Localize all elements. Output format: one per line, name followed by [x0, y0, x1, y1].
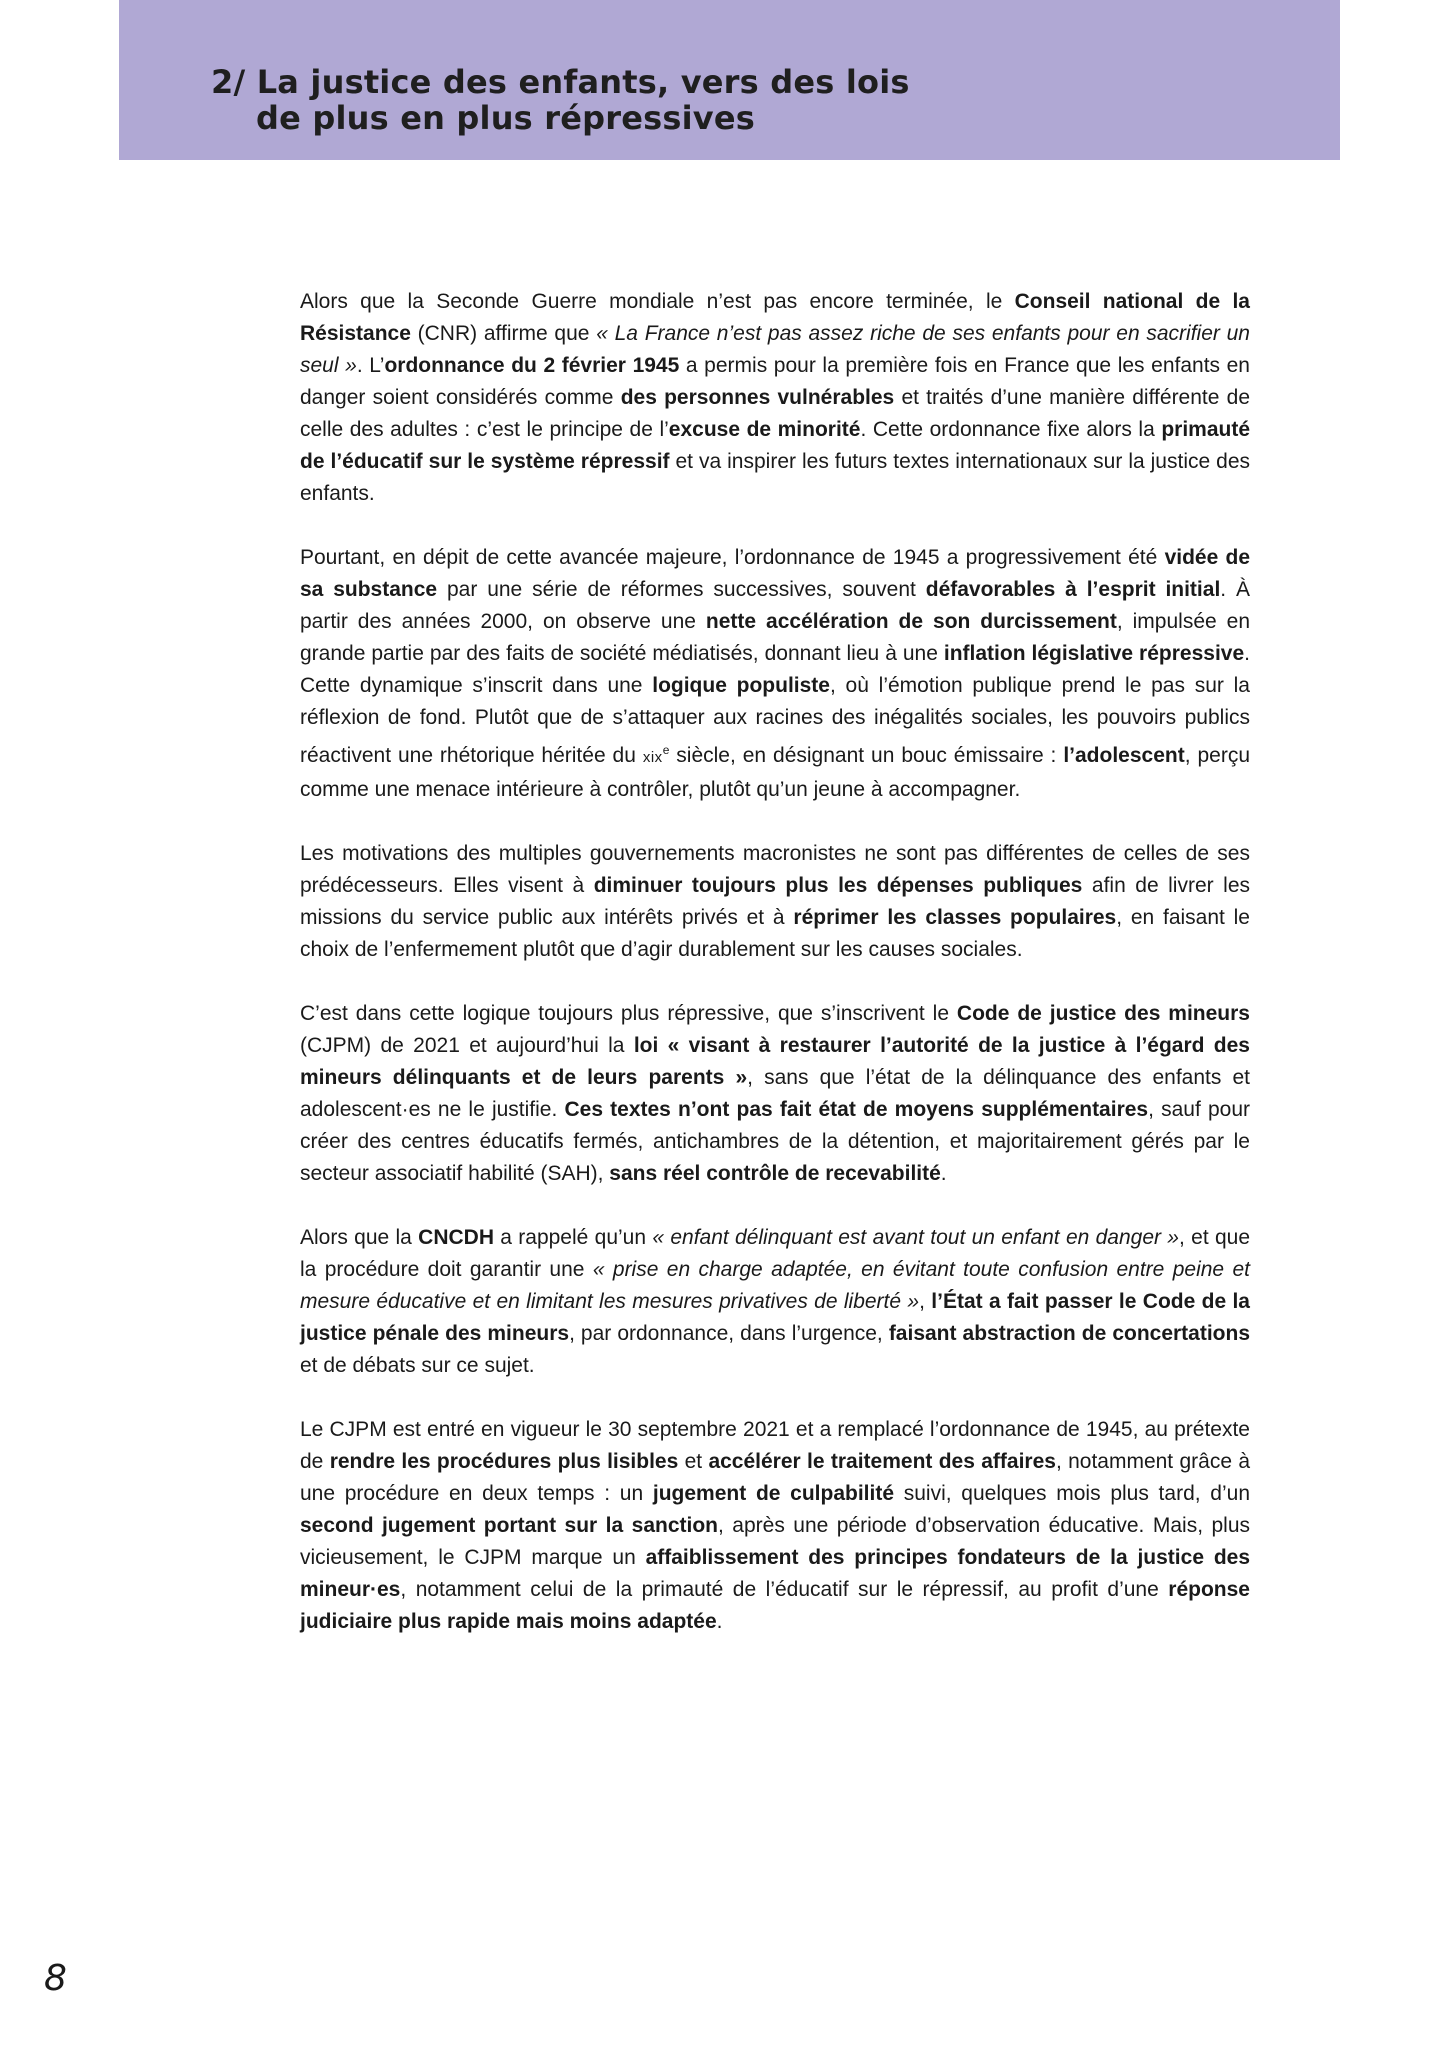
text-run: et va inspirer les futurs textes internationaux sur la justice des enfants.: [300, 450, 1250, 505]
text-run: . Cette dynamique s’inscrit dans une: [300, 642, 1250, 697]
paragraph: [300, 1222, 1250, 1382]
text-run: (CNR) affirme que: [410, 322, 597, 345]
text-run: siècle, en désignant un bouc émissaire :: [669, 744, 1064, 767]
emphasis-bold: l’adolescent: [1063, 744, 1185, 767]
section-title: [211, 64, 910, 136]
text-run: Alors que la Seconde Guerre mondiale n’est pas encore terminée, le: [300, 290, 1015, 313]
text-run: , sauf pour créer des centres éducatifs fermés, antichambres de la détention, et majoritairement gérés par le secteur associatif habilité (SAH),: [300, 1098, 1250, 1185]
text-run: . Cette ordonnance fixe alors la: [860, 418, 1162, 441]
text-run: , et que la procédure doit garantir une: [300, 1226, 1251, 1281]
text-run: a permis pour la première fois en France que les enfants en danger soient considérés comme: [300, 354, 1250, 409]
text-run: Les motivations des multiples gouvernements macronistes ne sont pas différentes de celles de ses prédécesseurs. Elles visent à: [300, 842, 1250, 897]
emphasis-bold: loi « visant à restaurer l’autorité de la justice à l’égard des mineurs délinquants et de leurs parents »: [300, 1034, 1250, 1089]
text-run: , notamment grâce à une procédure en deux temps : un: [300, 1450, 1250, 1505]
emphasis-bold: inflation législative répressive: [943, 642, 1245, 665]
text-run: par une série de réformes successives, souvent: [437, 578, 926, 601]
text-run: ,: [919, 1290, 932, 1313]
paragraph: [300, 286, 1250, 510]
text-run: , après une période d’observation éducative. Mais, plus vicieusement, le CJPM marque un: [300, 1514, 1251, 1569]
emphasis-bold: excuse de minorité: [668, 418, 861, 441]
paragraph: [300, 838, 1250, 966]
text-run: C’est dans cette logique toujours plus répressive, que s’inscrivent le: [300, 1002, 957, 1025]
text-run: , par ordonnance, dans l’urgence,: [569, 1322, 889, 1345]
text-run: suivi, quelques mois plus tard, d’un: [894, 1482, 1250, 1505]
emphasis-bold: CNCDH: [418, 1226, 494, 1249]
emphasis-bold: Conseil national de la Résistance: [300, 290, 1250, 345]
text-run: (CJPM) de 2021 et aujourd’hui la: [300, 1034, 634, 1057]
emphasis-bold: jugement de culpabilité: [652, 1482, 895, 1505]
section-title-line-2: de plus en plus répressives: [256, 99, 756, 137]
text-run: Alors que la: [300, 1226, 419, 1249]
text-run: .: [940, 1162, 947, 1185]
text-run: , sans que l’état de la délinquance des enfants et adolescent·es ne le justifie.: [300, 1066, 1250, 1121]
emphasis-bold: accélérer le traitement des affaires: [708, 1450, 1056, 1473]
emphasis-bold: nette accélération de son durcissement: [705, 610, 1117, 633]
text-run: , notamment celui de la primauté de l’éducatif sur le répressif, au profit d’une: [400, 1578, 1169, 1601]
emphasis-bold: vidée de sa substance: [300, 546, 1251, 601]
emphasis-bold: primauté de l’éducatif sur le système répressif: [300, 418, 1250, 473]
text-run: , impulsée en grande partie par des faits de société médiatisés, donnant lieu à une: [300, 610, 1250, 665]
paragraph: [300, 1414, 1250, 1638]
paragraph: [300, 998, 1250, 1190]
text-run: et: [678, 1450, 709, 1473]
emphasis-bold: Code de justice des mineurs: [956, 1002, 1250, 1025]
page-number: 8: [44, 1958, 67, 1999]
emphasis-bold: ordonnance du 2 février 1945: [384, 354, 680, 377]
superscript: e: [662, 743, 670, 757]
quote-italic: « La France n’est pas assez riche de ses enfants pour en sacrifier un seul »: [300, 322, 1250, 377]
text-run: afin de livrer les missions du service public aux intérêts privés et à: [300, 874, 1251, 929]
emphasis-bold: réprimer les classes populaires: [793, 906, 1117, 929]
emphasis-bold: second jugement portant sur la sanction: [300, 1514, 719, 1537]
quote-italic: « prise en charge adaptée, en évitant toute confusion entre peine et mesure éducative et en limitant les mesures privatives de liberté »: [300, 1258, 1250, 1313]
emphasis-bold: sans réel contrôle de recevabilité: [609, 1162, 941, 1185]
text-run: Le CJPM est entré en vigueur le 30 septembre 2021 et a remplacé l’ordonnance de 1945, au prétexte de: [300, 1418, 1250, 1473]
text-run: .: [716, 1610, 723, 1633]
text-run: Pourtant, en dépit de cette avancée majeure, l’ordonnance de 1945 a progressivement été: [300, 546, 1165, 569]
emphasis-bold: réponse judiciaire plus rapide mais moins adaptée: [300, 1578, 1250, 1633]
text-run: , en faisant le choix de l’enfermement plutôt que d’agir durablement sur les causes sociales.: [300, 906, 1250, 961]
text-run: et traités d’une manière différente de celle des adultes : c’est le principe de l’: [300, 386, 1251, 441]
emphasis-bold: affaiblissement des principes fondateurs de la justice des mineur·es: [300, 1546, 1251, 1601]
paragraph: [300, 542, 1250, 806]
text-run: . L’: [356, 354, 385, 377]
section-title-line-1: 2/ La justice des enfants, vers des lois: [211, 63, 910, 101]
text-run: , perçu comme une menace intérieure à contrôler, plutôt qu’un jeune à accompagner.: [300, 744, 1251, 801]
emphasis-bold: l’État a fait passer le Code de la justice pénale des mineurs: [300, 1290, 1250, 1345]
emphasis-bold: défavorables à l’esprit initial: [925, 578, 1221, 601]
text-run: a rappelé qu’un: [493, 1226, 653, 1249]
emphasis-bold: des personnes vulnérables: [620, 386, 895, 409]
body-text: [300, 286, 1250, 1670]
emphasis-bold: logique populiste: [652, 674, 830, 697]
text-run: , où l’émotion publique prend le pas sur la réflexion de fond. Plutôt que de s’attaquer aux racines des inégalités sociales, les pouvoirs publics réactivent une rhétorique héritée du: [300, 674, 1250, 767]
small-caps: xix: [642, 749, 663, 766]
text-run: . À partir des années 2000, on observe une: [300, 578, 1250, 633]
emphasis-bold: Ces textes n’ont pas fait état de moyens supplémentaires: [564, 1098, 1149, 1121]
text-run: et de débats sur ce sujet.: [300, 1354, 535, 1377]
emphasis-bold: diminuer toujours plus les dépenses publiques: [593, 874, 1083, 897]
emphasis-bold: faisant abstraction de concertations: [888, 1322, 1251, 1345]
quote-italic: « enfant délinquant est avant tout un enfant en danger »: [652, 1226, 1179, 1249]
emphasis-bold: rendre les procédures plus lisibles: [329, 1450, 679, 1473]
